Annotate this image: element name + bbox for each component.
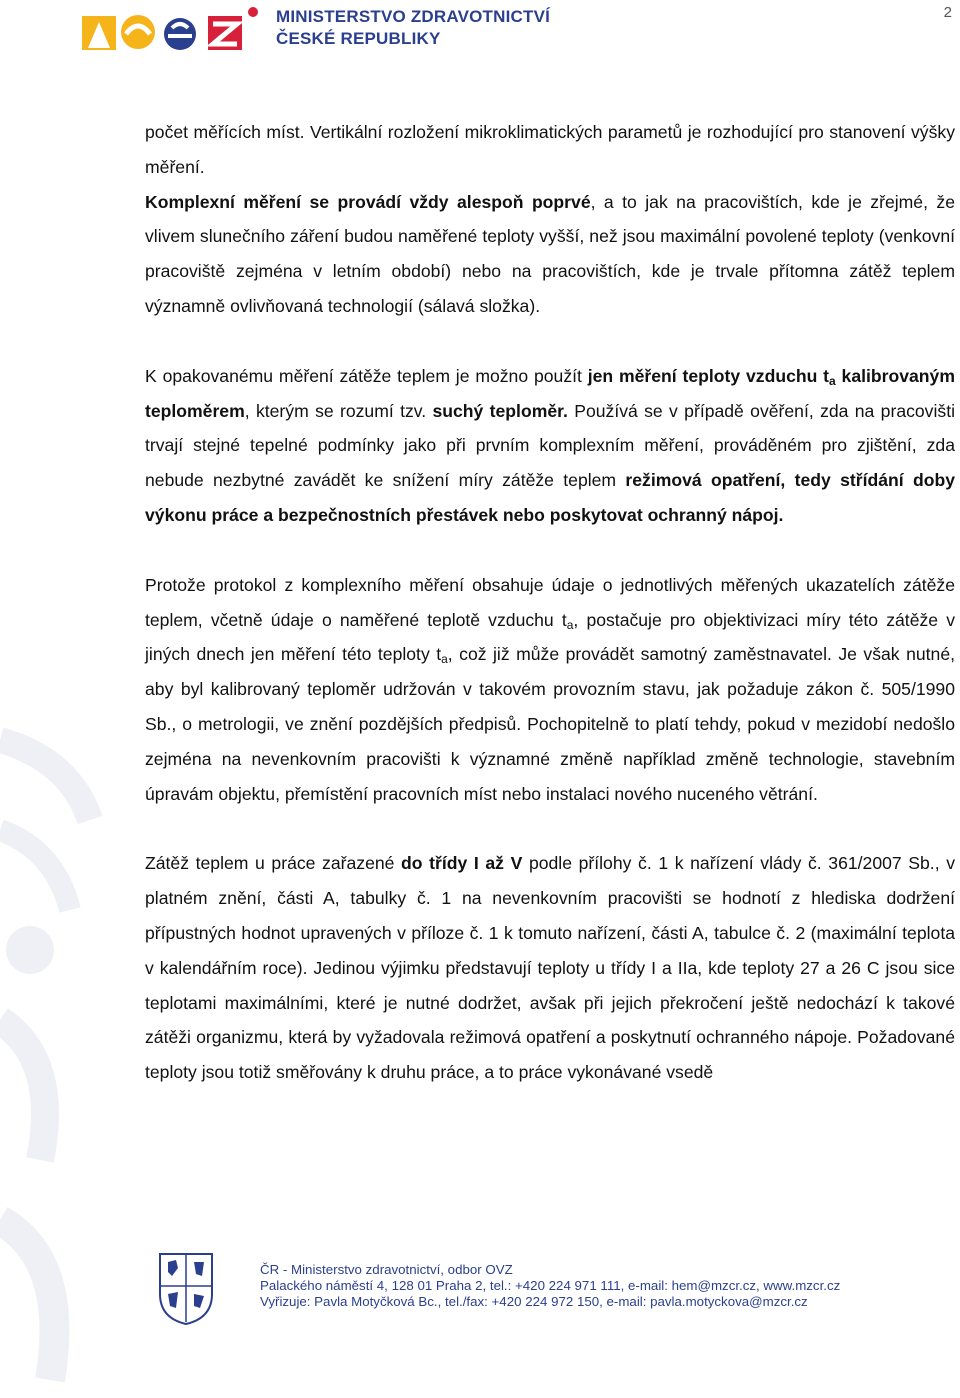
paragraph-2: [145, 185, 955, 324]
paragraph-3: [145, 359, 955, 533]
p3-text-2: , kterým se rozumí tzv.: [244, 400, 433, 421]
p3-bold-3: suchý teploměr.: [432, 400, 568, 421]
paragraph-1: počet měřících míst. Vertikální rozložení mikroklimatických parametů je rozhodující pro stanovení výšky měření.: [145, 122, 955, 177]
p4-sub-2: a: [441, 652, 448, 667]
mzcr-logo-icon: [82, 4, 262, 54]
p5-text-2: podle přílohy č. 1 k nařízení vlády č. 361/2007 Sb., v platném znění, části A, tabulky č. 1 na nevenkovním pracovišti se hodnotí z hlediska dodržení přípustných hodnot upravených v příloze č. 1 k tomuto nařízení, části A, tabulce č. 2 (maximální teplota v kalendářním roce). Jedinou výjimku představují teploty u třídy I a IIa, kde teploty 27 a 26 C jsou sice teplotami maximálními, které je nutné dodržet, avšak při jejich překročení ještě nedochází k takové zátěži organizmu, která by vyžadovala režimová opatření a poskytnutí ochranného nápoje. Požadované teploty jsou totiž směřovány k druhu práce, a to práce vykonávané vsedě: [145, 853, 955, 1083]
footer-line-3: Vyřizuje: Pavla Motyčková Bc., tel./fax: +420 224 972 150, e-mail: pavla.motyckova@mzcr.cz: [260, 1294, 808, 1309]
ministry-name-line1: MINISTERSTVO ZDRAVOTNICTVÍ: [276, 7, 551, 26]
p3-bold-4: režimová opatření, tedy střídání doby výkonu práce a bezpečnostních přestávek nebo poskytovat ochranný nápoj.: [145, 470, 955, 525]
paragraph-5: [145, 846, 955, 1090]
p3-text-1: K opakovanému měření zátěže teplem je možno použít: [145, 365, 588, 386]
p5-bold-1: do třídy I až V: [401, 853, 523, 874]
p4-text-1: Protože protokol z komplexního měření obsahuje údaje o jednotlivých měřených ukazatelích zátěže teplem, včetně údaje o naměřené teplotě vzduchu t: [145, 574, 955, 630]
ministry-name: [276, 6, 550, 50]
page-number: 2: [943, 4, 952, 21]
p4-text-2: , postačuje pro objektivizaci míry této zátěže v jiných dnech jen měření této teploty t: [145, 609, 955, 665]
p3-bold-1: jen měření teploty vzduchu t: [587, 365, 830, 386]
p3-bold-2: kalibrovaným teploměrem: [145, 365, 955, 421]
footer-contact: [260, 1262, 840, 1310]
footer-line-2: Palackého náměstí 4, 128 01 Praha 2, tel.: +420 224 971 111, e-mail: hem@mzcr.cz, www.mzcr.cz: [260, 1278, 841, 1293]
p5-text-1: Zátěž teplem u práce zařazené: [145, 853, 402, 874]
footer-line-1: ČR - Ministerstvo zdravotnictví, odbor OVZ: [260, 1262, 513, 1277]
watermark-swirl-icon: [0, 700, 130, 1390]
p3-bold-sub: a: [829, 373, 836, 388]
p3-text-3: Používá se v případě ověření, zda na pracovišti trvají stejné tepelné podmínky jako při prvním komplexním měření, prováděném pro zjištění, zda nebude nezbytné zavádět ke snížení míry zátěže teplem: [145, 400, 955, 491]
p2-bold-1: Komplexní měření se provádí vždy alespoň poprvé: [145, 191, 591, 212]
czech-coat-of-arms-icon: [156, 1250, 216, 1326]
p4-text-3: , což již může provádět samotný zaměstnavatel. Je však nutné, aby byl kalibrovaný teploměr udržován v takovém provozním stavu, jak požaduje zákon č. 505/1990 Sb., o metrologii, ve znění pozdějších předpisů. Pochopitelně to platí tehdy, pokud v mezidobí nedošlo zejména na nevenkovním pracovišti k významné změně například změně technologie, stavebním úpravám objektu, přemístění pracovních míst nebo instalaci nového nuceného větrání.: [145, 644, 955, 804]
p4-sub-1: a: [566, 617, 574, 632]
p2-text-1: , a to jak na pracovištích, kde je zřejmé, že vlivem slunečního záření budou naměřené teploty vyšší, než jsou maximální povolené teploty (venkovní pracoviště zejména v letním období) nebo na pracovištích, kde je trvale přítomna zátěž teplem významně ovlivňovaná technologií (sálavá složka).: [145, 191, 955, 316]
ministry-name-line2: ČESKÉ REPUBLIKY: [276, 29, 441, 48]
document-body: [145, 115, 955, 1090]
paragraph-4: [145, 568, 955, 812]
